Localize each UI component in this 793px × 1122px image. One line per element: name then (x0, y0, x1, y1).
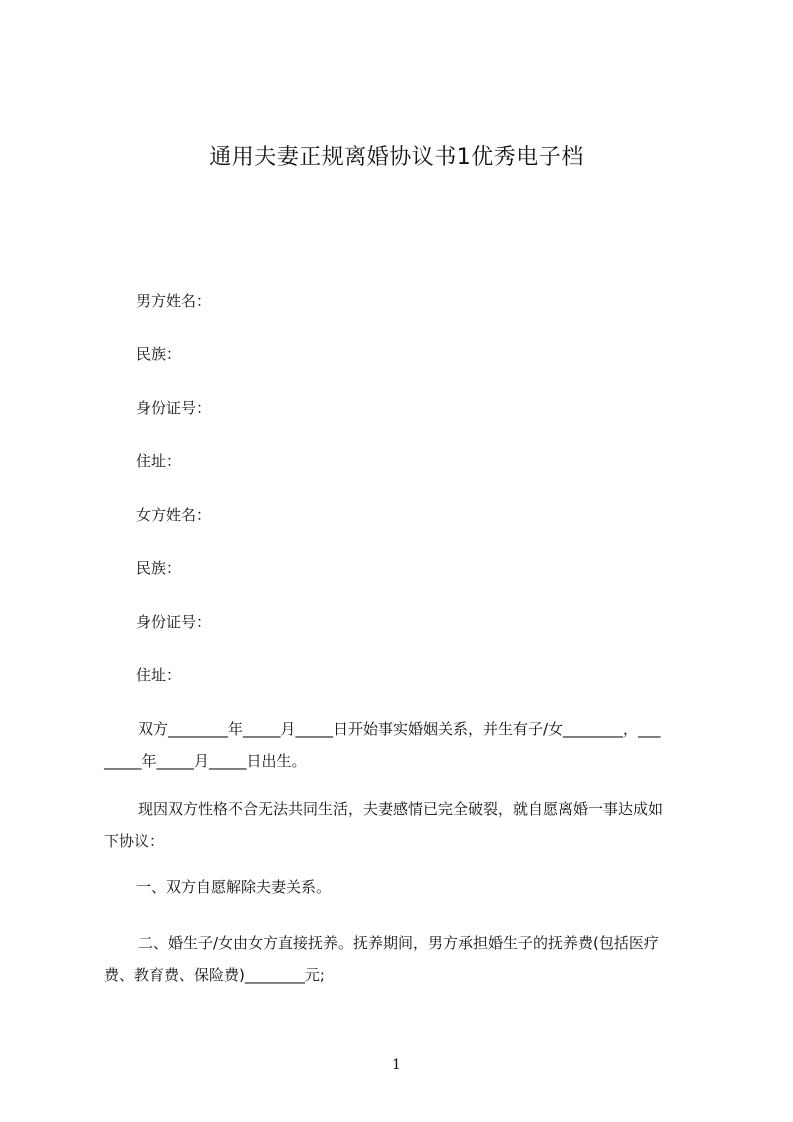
wife-ethnicity-label: 民族： (136, 559, 182, 577)
reason-line-1: 现因双方性格不合无法共同生活，夫妻感情已完全破裂，就自愿离婚一事达成如 (138, 800, 664, 818)
reason-paragraph (104, 793, 704, 857)
clause-1: 一、双方自愿解除夫妻关系。 (136, 878, 332, 896)
clause-2-line-1: 二、婚生子/女由女方直接抚养。抚养期间，男方承担婚生子的抚养费(包括医疗 (138, 934, 659, 952)
marriage-line-1: 双方________年_____月_____日开始事实婚姻关系，并生有子/女________，___ (138, 720, 661, 738)
wife-id-label: 身份证号： (136, 613, 212, 631)
marriage-paragraph (104, 713, 704, 777)
husband-name-label: 男方姓名： (136, 292, 212, 310)
wife-name-label: 女方姓名： (136, 506, 212, 524)
husband-address-label: 住址： (136, 452, 182, 470)
husband-ethnicity-label: 民族： (136, 345, 182, 363)
page-number: 1 (392, 1057, 401, 1073)
reason-line-2: 下协议： (104, 832, 165, 850)
marriage-line-2: _____年_____月_____日出生。 (104, 752, 307, 770)
husband-id-label: 身份证号： (136, 399, 212, 417)
clause-2-line-2: 费、教育费、保险费)________元; (104, 966, 325, 984)
document-title: 通用夫妻正规离婚协议书1优秀电子档 (209, 145, 584, 170)
clause-2-paragraph (104, 927, 704, 991)
wife-address-label: 住址： (136, 666, 182, 684)
